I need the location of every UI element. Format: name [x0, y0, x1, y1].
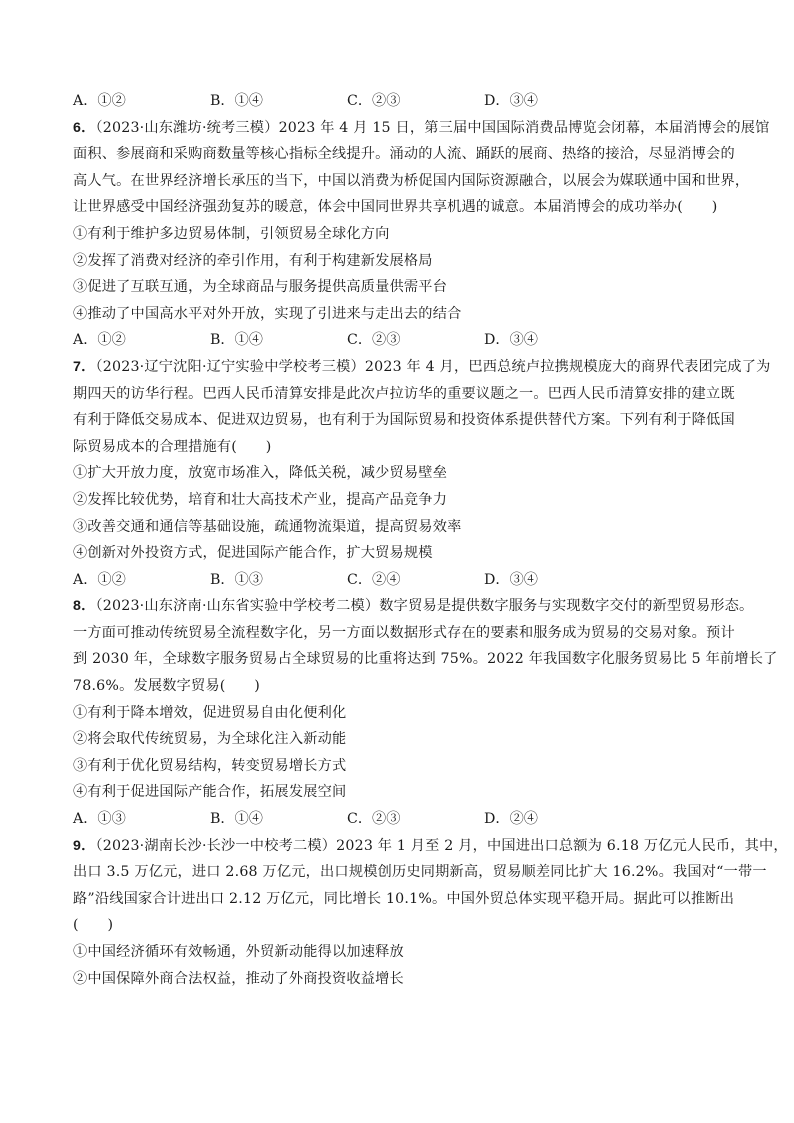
statement-3: ③改善交通和通信等基础设施，疏通物流渠道，提高贸易效率	[73, 518, 462, 535]
option-b: B．①④	[210, 811, 263, 828]
question-7	[73, 354, 771, 593]
question-stem-line: 有利于降低交易成本、促进双边贸易，也有利于为国际贸易和投资体系提供替代方案。下列有利于降低国	[73, 412, 735, 429]
statement-2: ②将会取代传统贸易，为全球化注入新动能	[73, 731, 347, 748]
statement-1: ①扩大开放力度，放宽市场准入，降低关税，减少贸易壁垒	[73, 465, 448, 482]
question-number: 8．	[73, 598, 96, 615]
question-stem-line: ( )	[73, 917, 114, 934]
question-stem-line: 一方面可推动传统贸易全流程数字化，另一方面以数据形式存在的要素和服务成为贸易的交易对象。预计	[73, 624, 735, 641]
question-stem-line: 8．（2023·山东济南·山东省实验中学校考二模）数字贸易是提供数字服务与实现数字交付的新型贸易形态。	[73, 598, 754, 615]
option-d: D．②④	[484, 811, 538, 828]
statement-4: ④推动了中国高水平对外开放，实现了引进来与走出去的结合	[73, 305, 462, 322]
statement-2: ②发挥比较优势，培育和壮大高技术产业，提高产品竞争力	[73, 491, 448, 508]
statement-1: ①中国经济循环有效畅通，外贸新动能得以加速释放	[73, 944, 404, 960]
answer-options	[73, 567, 733, 594]
statement-4: ④创新对外投资方式，促进国际产能合作，扩大贸易规模	[73, 545, 433, 562]
option-c: C．②④	[347, 571, 401, 588]
statement-2: ②发挥了消费对经济的牵引作用，有利于构建新发展格局	[73, 252, 433, 269]
option-a: A．①③	[73, 811, 126, 828]
question-stem-line: 78.6%。发展数字贸易( )	[73, 678, 261, 695]
question-stem-line: 到 2030 年，全球数字服务贸易占全球贸易的比重将达到 75%。2022 年我国数字化服务贸易比 5 年前增长了	[73, 651, 778, 668]
question-stem-line: 期四天的访华行程。巴西人民币清算安排是此次卢拉访华的重要议题之一。巴西人民币清算安排的建立既	[73, 385, 735, 402]
question-stem-line: 7．（2023·辽宁沈阳·辽宁实验中学校考三模）2023 年 4 月，巴西总统卢拉携规模庞大的商界代表团完成了为	[73, 358, 771, 375]
option-a: A．①②	[73, 571, 126, 588]
question-stem-line: 面积、参展商和采购商数量等核心指标全线提升。涌动的人流、踊跃的展商、热络的接洽，尽显消博会的	[73, 146, 735, 163]
question-number: 6．	[73, 119, 96, 136]
statement-3: ③有利于优化贸易结构，转变贸易增长方式	[73, 757, 347, 774]
option-d: D．③④	[484, 93, 538, 109]
exam-page	[73, 88, 788, 992]
question-stem-line: 际贸易成本的合理措施有( )	[73, 438, 272, 455]
statement-1: ①有利于降本增效，促进贸易自由化便利化	[73, 704, 347, 721]
option-a: A．①②	[73, 93, 126, 109]
question-stem-line: 高人气。在世界经济增长承压的当下，中国以消费为桥促国内国际资源融合，以展会为媒联通中国和世界，	[73, 172, 750, 189]
answer-options	[73, 806, 733, 833]
question-8	[73, 593, 778, 832]
question-stem-line: 让世界感受中国经济强劲复苏的暖意，体会中国同世界共享机遇的诚意。本届消博会的成功举办( )	[73, 199, 718, 216]
question-stem-line: 出口 3.5 万亿元，进口 2.68 万亿元，出口规模创历史同期新高，贸易顺差同比扩大 16.2%。我国对“一带一	[73, 864, 767, 881]
option-b: B．①③	[210, 571, 263, 588]
option-b: B．①④	[210, 93, 263, 109]
statement-1: ①有利于维护多边贸易体制，引领贸易全球化方向	[73, 225, 390, 242]
question-number: 9．	[73, 837, 96, 854]
option-a: A．①②	[73, 332, 126, 349]
answer-options-q5	[73, 88, 733, 115]
statement-2: ②中国保障外商合法权益，推动了外商投资收益增长	[73, 970, 404, 987]
answer-options	[73, 327, 733, 354]
question-stem-line: 6．（2023·山东潍坊·统考三模）2023 年 4 月 15 日，第三届中国国际消费品博览会闭幕，本届消博会的展馆	[73, 119, 770, 136]
question-number: 7．	[73, 358, 96, 375]
question-stem-line: 9．（2023·湖南长沙·长沙一中校考二模）2023 年 1 月至 2 月，中国进出口总额为 6.18 万亿元人民币，其中，	[73, 837, 788, 854]
statement-4: ④有利于促进国际产能合作，拓展发展空间	[73, 784, 347, 801]
statement-3: ③促进了互联互通，为全球商品与服务提供高质量供需平台	[73, 279, 448, 296]
option-d: D．③④	[484, 332, 538, 349]
option-c: C．②③	[347, 93, 401, 109]
option-c: C．②③	[347, 332, 401, 349]
option-d: D．③④	[484, 571, 538, 588]
option-b: B．①④	[210, 332, 263, 349]
option-c: C．②③	[347, 811, 401, 828]
question-6	[73, 115, 770, 354]
question-9	[73, 833, 788, 993]
question-stem-line: 路”沿线国家合计进出口 2.12 万亿元，同比增长 10.1%。中国外贸总体实现平稳开局。据此可以推断出	[73, 890, 735, 907]
